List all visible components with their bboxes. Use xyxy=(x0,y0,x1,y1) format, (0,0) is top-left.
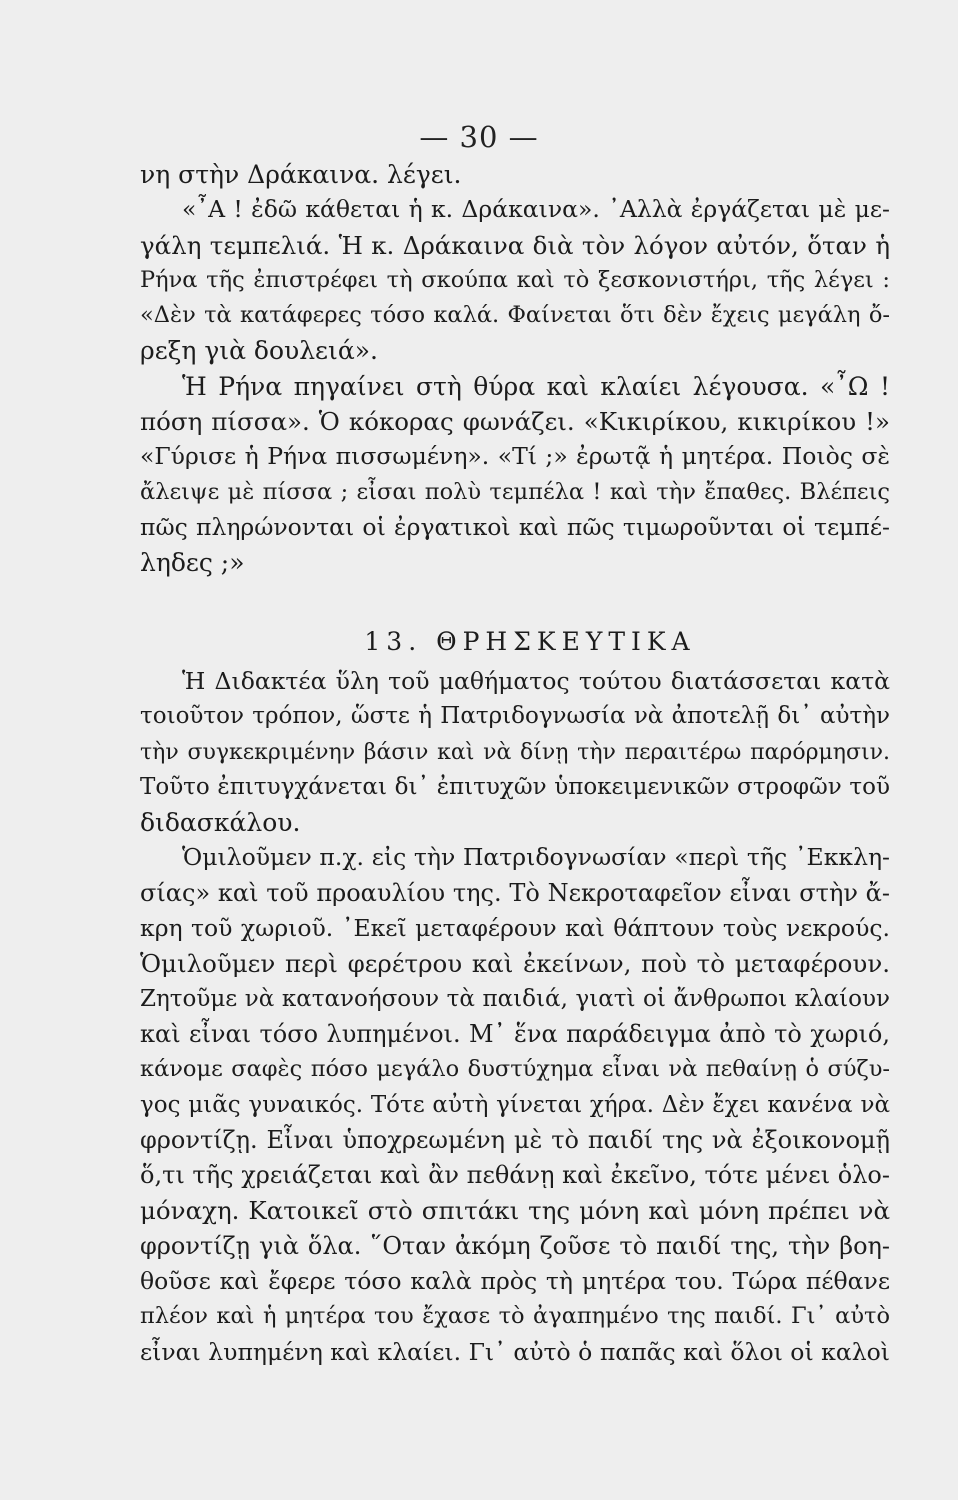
text-line: σίας» καὶ τοῦ προαυλίου της. Τὸ Νεκροταφεῖον εἶναι στὴν ἄ- xyxy=(140,878,890,907)
text-line: Ἡ Ρήνα πηγαίνει στὴ θύρα καὶ κλαίει λέγουσα. «῏Ω ! xyxy=(182,371,890,401)
text-line: καὶ εἶναι τόσο λυπημένοι. Μ᾿ ἕνα παράδειγμα ἀπὸ τὸ χωριό, xyxy=(140,1019,890,1048)
text-line: γος μιᾶς γυναικός. Τότε αὐτὴ γίνεται χήρα. Δὲν ἔχει κανένα νὰ xyxy=(140,1091,890,1118)
text-line: ἄλειψε μὲ πίσσα ; εἶσαι πολὺ τεμπέλα ! καὶ τὴν ἔπαθες. Βλέπεις xyxy=(140,478,890,505)
text-line: Τοῦτο ἐπιτυγχάνεται δι᾿ ἐπιτυχῶν ὑποκειμενικῶν στροφῶν τοῦ xyxy=(140,773,890,800)
text-line: τοιοῦτον τρόπον, ὥστε ἡ Πατριδογνωσία νὰ ἀποτελῇ δι᾿ αὐτὴν xyxy=(140,703,890,730)
text-line: ρεξη γιὰ δουλειά». xyxy=(140,336,378,366)
text-line: πῶς πληρώνονται οἱ ἐργατικοὶ καὶ πῶς τιμωροῦνται οἱ τεμπέ- xyxy=(140,512,890,541)
lesson-paragraphs xyxy=(140,664,890,1370)
text-line: νη στὴν Δράκαινα. λέγει. xyxy=(140,160,462,189)
section-heading-block xyxy=(140,622,890,662)
text-line: «Γύρισε ἡ Ρήνα πισσωμένη». «Τί ;» ἐρωτᾷ ἡ μητέρα. Ποιὸς σὲ xyxy=(140,442,890,471)
text-line: εἶναι λυπημένη καὶ κλαίει. Γι᾿ αὐτὸ ὁ παπᾶς καὶ ὅλοι οἱ καλοὶ xyxy=(140,1337,890,1366)
text-line: «Δὲν τὰ κατάφερες τόσο καλά. Φαίνεται ὅτι δὲν ἔχεις μεγάλη ὄ- xyxy=(140,302,890,329)
text-line: Ἡ Διδακτέα ὕλη τοῦ μαθήματος τούτου διατάσσεται κατὰ xyxy=(182,667,890,695)
text-line: φροντίζῃ γιὰ ὅλα. ῞Οταν ἀκόμη ζοῦσε τὸ παιδί της, τὴν βοη- xyxy=(140,1231,890,1260)
story-paragraphs xyxy=(140,157,890,581)
text-line: Ὁμιλοῦμεν περὶ φερέτρου καὶ ἐκείνων, ποὺ τὸ μεταφέρουν. xyxy=(140,949,890,979)
text-line: θοῦσε καὶ ἔφερε τόσο καλὰ πρὸς τὴ μητέρα του. Τώρα πέθανε xyxy=(140,1267,890,1296)
text-line: Ρήνα τῆς ἐπιστρέφει τὴ σκούπα καὶ τὸ ξεσκονιστήρι, τῆς λέγει : xyxy=(140,266,890,293)
text-line: πλέον καὶ ἡ μητέρα του ἔχασε τὸ ἀγαπημένο της παιδί. Γι᾿ αὐτὸ xyxy=(140,1303,890,1330)
text-line: τὴν συγκεκριμένην βάσιν καὶ νὰ δίνῃ τὴν περαιτέρω παρόρμησιν. xyxy=(140,739,890,765)
text-line: ὅ,τι τῆς χρειάζεται καὶ ἂν πεθάνῃ καὶ ἐκεῖνο, τότε μένει ὁλο- xyxy=(140,1161,890,1190)
text-line: φροντίζῃ. Εἶναι ὑποχρεωμένη μὲ τὸ παιδί της νὰ ἐξοικονομῇ xyxy=(140,1125,890,1154)
page-number: — 30 — xyxy=(419,120,539,154)
text-line: πόση πίσσα». Ὁ κόκορας φωνάζει. «Κικιρίκου, κικιρίκου !» xyxy=(140,407,890,437)
text-line: κρη τοῦ χωριοῦ. ᾿Εκεῖ μεταφέρουν καὶ θάπτουν τοὺς νεκρούς. xyxy=(140,914,890,943)
text-line: Ζητοῦμε νὰ κατανοήσουν τὰ παιδιά, γιατὶ οἱ ἄνθρωποι κλαίουν xyxy=(140,985,890,1012)
text-line: μόναχη. Κατοικεῖ στὸ σπιτάκι της μόνη καὶ μόνη πρέπει νὰ xyxy=(140,1196,890,1226)
text-line: ληδες ;» xyxy=(140,548,245,578)
text-line: Ὁμιλοῦμεν π.χ. εἰς τὴν Πατριδογνωσίαν «περὶ τῆς ᾿Εκκλη- xyxy=(182,843,890,872)
text-line: «῏Α ! ἐδῶ κάθεται ἡ κ. Δράκαινα». ᾿Αλλὰ ἐργάζεται μὲ με- xyxy=(182,195,890,224)
section-heading: 13. ΘΡΗΣΚΕΥΤΙΚΑ xyxy=(364,627,696,656)
text-line: διδασκάλου. xyxy=(140,808,301,838)
text-line: γάλη τεμπελιά. Ἡ κ. Δράκαινα διὰ τὸν λόγον αὐτόν, ὅταν ἡ xyxy=(140,230,890,260)
text-line: κάνομε σαφὲς πόσο μεγάλο δυστύχημα εἶναι νὰ πεθαίνῃ ὁ σύζυ- xyxy=(140,1056,890,1083)
